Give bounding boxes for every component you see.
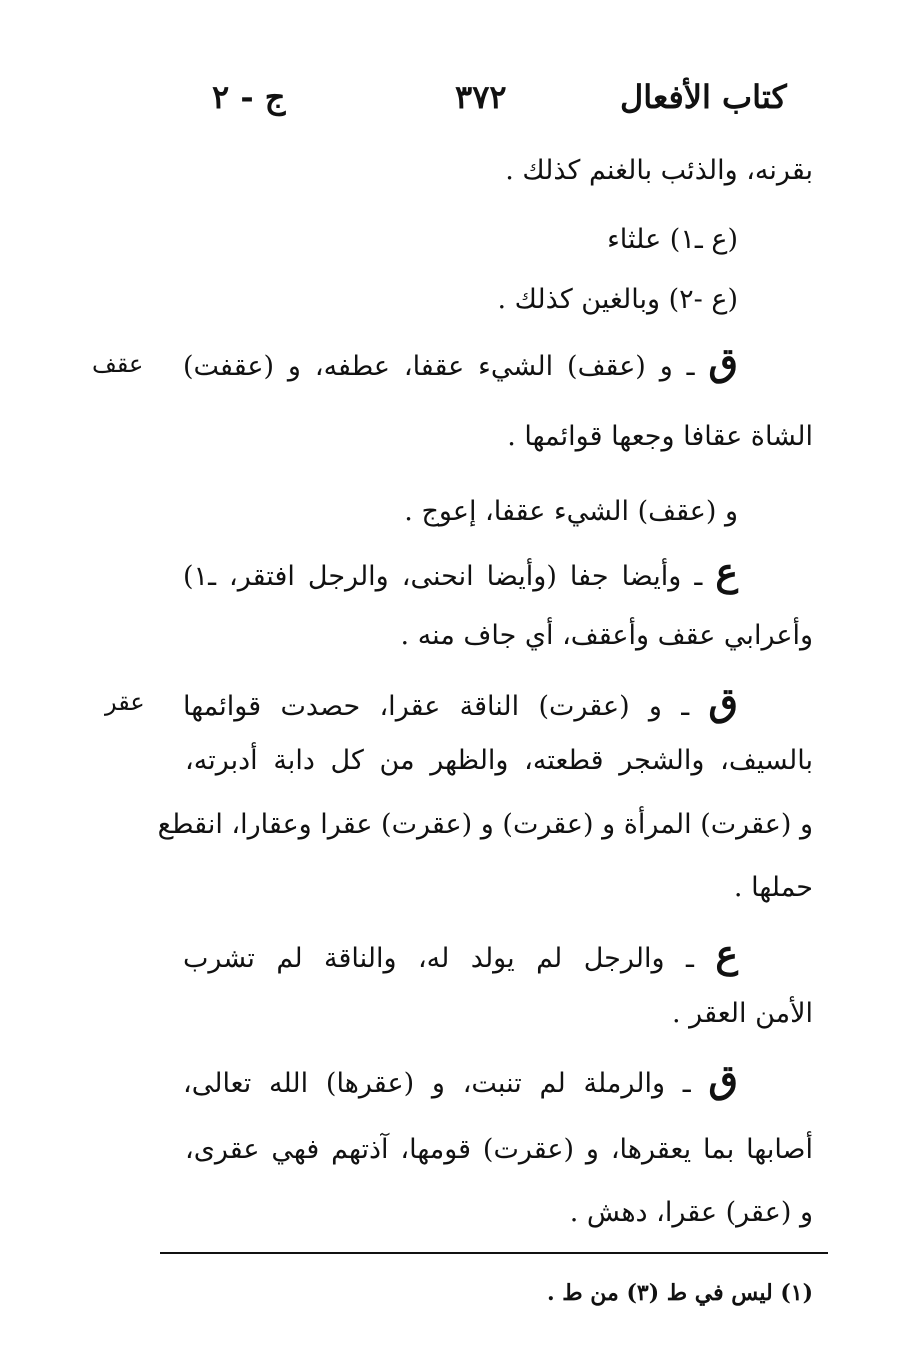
text-line: حملها . — [733, 872, 813, 903]
text-line: وأعرابي عقف وأعقف، أي جاف منه . — [400, 620, 813, 651]
entry-marker: ق — [708, 679, 738, 724]
margin-root-word: عقر — [105, 688, 145, 716]
text-line: و (عقرت) المرأة و (عقرت) و (عقرت) عقرا وعقارا، انقطع — [157, 809, 813, 840]
entry-line: ق ـ والرملة لم تنبت، و (عقرها) الله تعالى، — [183, 1056, 738, 1101]
footnote: (١) ليس في ط (٣) من ط . — [546, 1280, 813, 1306]
text-line: و (عقف) الشيء عقفا، إعوج . — [404, 496, 738, 527]
text-line: (ع ـ١) علثاء — [607, 224, 738, 255]
text-line: الأمن العقر . — [672, 998, 813, 1029]
entry-line: ع ـ وأيضا جفا (وأيضا انحنى، والرجل افتقر، ـ١) — [183, 549, 738, 594]
text-line: بالسيف، والشجر قطعته، والظهر من كل دابة أدبرته، — [185, 745, 813, 776]
margin-root-word: عقف — [92, 350, 144, 378]
footnote-divider — [160, 1252, 828, 1254]
entry-marker: ع — [715, 931, 738, 976]
entry-line: ق ـ و (عقف) الشيء عقفا، عطفه، و (عقفت) — [183, 339, 738, 384]
entry-marker: ق — [708, 1056, 738, 1101]
entry-line: ع ـ والرجل لم يولد له، والناقة لم تشرب — [183, 931, 738, 976]
text-line: و (عقر) عقرا، دهش . — [569, 1197, 813, 1228]
entry-marker: ق — [708, 339, 738, 384]
entry-marker: ع — [715, 549, 738, 594]
text-line: أصابها بما يعقرها، و (عقرت) قومها، آذتهم فهي عقرى، — [185, 1134, 813, 1165]
text-line: الشاة عقافا وجعها قوائمها . — [507, 421, 813, 452]
volume-label: ج - ٢ — [212, 78, 286, 116]
running-title: كتاب الأفعال — [620, 78, 787, 116]
text-line: (ع -٢) وبالغين كذلك . — [497, 284, 738, 315]
entry-line: ق ـ و (عقرت) الناقة عقرا، حصدت قوائمها — [183, 679, 738, 724]
page-number: ٣٧٢ — [455, 78, 507, 116]
text-line: بقرنه، والذئب بالغنم كذلك . — [505, 155, 813, 186]
